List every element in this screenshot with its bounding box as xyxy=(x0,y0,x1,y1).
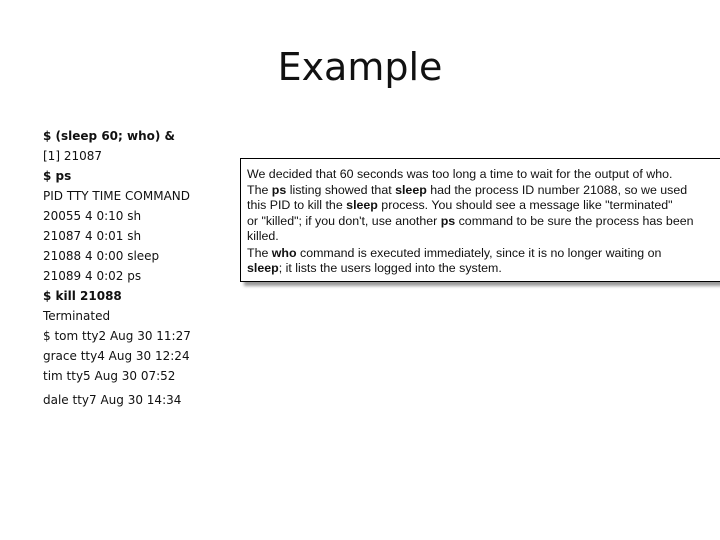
note-keyword: sleep xyxy=(247,261,279,275)
note-keyword: sleep xyxy=(346,198,378,212)
note-text: command to be sure the process has been xyxy=(455,213,694,228)
terminal-output-line: PID TTY TIME COMMAND xyxy=(43,189,190,203)
note-line xyxy=(247,198,720,214)
terminal-output-line: dale tty7 Aug 30 14:34 xyxy=(43,393,182,407)
terminal-output-line: 20055 4 0:10 sh xyxy=(43,209,142,223)
note-keyword: sleep xyxy=(395,182,427,197)
note-line xyxy=(247,246,720,262)
note-text: had the process ID number 21088, so we used xyxy=(426,182,688,197)
note-line xyxy=(247,229,720,245)
note-line xyxy=(247,183,720,199)
terminal-command-line: $ kill 21088 xyxy=(43,289,122,303)
terminal-output-line: 21087 4 0:01 sh xyxy=(43,229,142,243)
note-text: We decided that 60 seconds was too long a time to wait for the output of who. xyxy=(247,167,673,181)
note-text: process. You should see a message like "terminated" xyxy=(377,198,673,212)
note-text: or "killed"; if you don't, use another xyxy=(247,213,441,228)
terminal-output-line: tim tty5 Aug 30 07:52 xyxy=(43,369,176,383)
terminal-output-line: [1] 21087 xyxy=(43,149,102,163)
note-keyword: ps xyxy=(271,182,287,197)
note-text: listing showed that xyxy=(286,182,396,197)
explanation-callout xyxy=(240,158,720,282)
terminal-output-line: grace tty4 Aug 30 12:24 xyxy=(43,349,190,363)
note-text: this PID to kill the xyxy=(247,198,347,212)
terminal-output-line: 21088 4 0:00 sleep xyxy=(43,249,160,263)
terminal-output-line: Terminated xyxy=(43,309,111,323)
slide-title: Example xyxy=(277,45,443,89)
note-text: The xyxy=(247,245,272,260)
note-line xyxy=(247,214,720,230)
terminal-output-line: $ tom tty2 Aug 30 11:27 xyxy=(43,329,191,343)
note-line xyxy=(247,261,720,277)
note-keyword: who xyxy=(271,245,297,260)
note-text: ; it lists the users logged into the system. xyxy=(278,261,502,275)
note-text: The xyxy=(247,182,272,197)
terminal-command-line: $ (sleep 60; who) & xyxy=(43,129,175,143)
terminal-command-line: $ ps xyxy=(43,169,72,183)
terminal-output-line: 21089 4 0:02 ps xyxy=(43,269,142,283)
note-keyword: ps xyxy=(440,213,456,228)
note-text: command is executed immediately, since it is no longer waiting on xyxy=(296,245,662,260)
note-line xyxy=(247,167,720,183)
terminal-session xyxy=(43,126,233,410)
note-text: killed. xyxy=(247,229,279,243)
